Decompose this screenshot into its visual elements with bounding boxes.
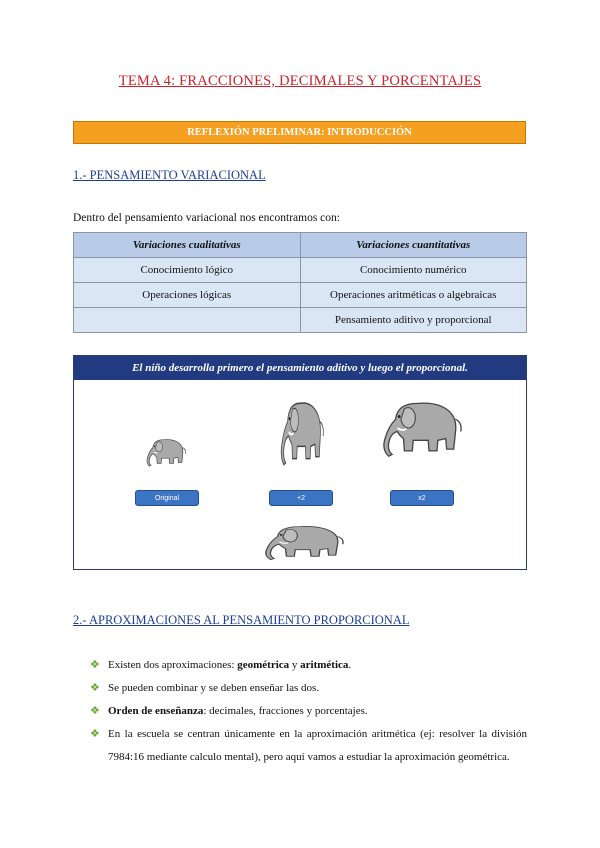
list-item: ❖ Orden de enseñanza: decimales, fracciones y porcentajes. <box>90 700 527 723</box>
approximations-list <box>90 654 527 769</box>
table-cell <box>74 308 301 333</box>
document-title: TEMA 4: FRACCIONES, DECIMALES Y PORCENTAJES <box>118 73 482 89</box>
times-two-button[interactable]: x2 <box>390 490 454 506</box>
table-cell: Conocimiento lógico <box>74 258 301 283</box>
elephant-wide-image <box>260 520 348 564</box>
table-cell: Operaciones aritméticas o algebraicas <box>300 283 527 308</box>
elephant-tall-image <box>278 391 326 473</box>
elephant-panel <box>73 355 527 570</box>
elephant-original-image <box>144 431 188 473</box>
elephant-large-image <box>378 388 466 468</box>
table-cell: Conocimiento numérico <box>300 258 527 283</box>
variations-table <box>73 232 527 333</box>
table-row <box>74 258 527 283</box>
section-1-intro: Dentro del pensamiento variacional nos encontramos con: <box>73 212 340 224</box>
list-item: ❖ Existen dos aproximaciones: geométrica y aritmética. <box>90 654 527 677</box>
table-cell: Pensamiento aditivo y proporcional <box>300 308 527 333</box>
table-header: Variaciones cualitativas <box>74 233 301 258</box>
table-header-row <box>74 233 527 258</box>
intro-banner: REFLEXIÓN PRELIMINAR: INTRODUCCIÓN <box>73 121 526 144</box>
diamond-bullet-icon: ❖ <box>90 728 100 740</box>
diamond-bullet-icon: ❖ <box>90 659 100 671</box>
list-item: ❖ Se pueden combinar y se deben enseñar las dos. <box>90 677 527 700</box>
table-header: Variaciones cuantitativas <box>300 233 527 258</box>
panel-header: El niño desarrolla primero el pensamiento aditivo y luego el proporcional. <box>74 356 526 380</box>
diamond-bullet-icon: ❖ <box>90 705 100 717</box>
section-1-heading: 1.- PENSAMIENTO VARIACIONAL <box>73 168 266 182</box>
plus-two-button[interactable]: +2 <box>269 490 333 506</box>
list-item: ❖ En la escuela se centran únicamente en la aproximación aritmética (ej: resolver la división 7984:16 mediante calculo mental), pero aquí vamos a estudiar la aproximación geométrica. <box>90 723 527 769</box>
table-row <box>74 283 527 308</box>
diamond-bullet-icon: ❖ <box>90 682 100 694</box>
table-row <box>74 308 527 333</box>
section-2-heading: 2.- APROXIMACIONES AL PENSAMIENTO PROPORCIONAL <box>73 613 410 627</box>
original-button[interactable]: Original <box>135 490 199 506</box>
table-cell: Operaciones lógicas <box>74 283 301 308</box>
